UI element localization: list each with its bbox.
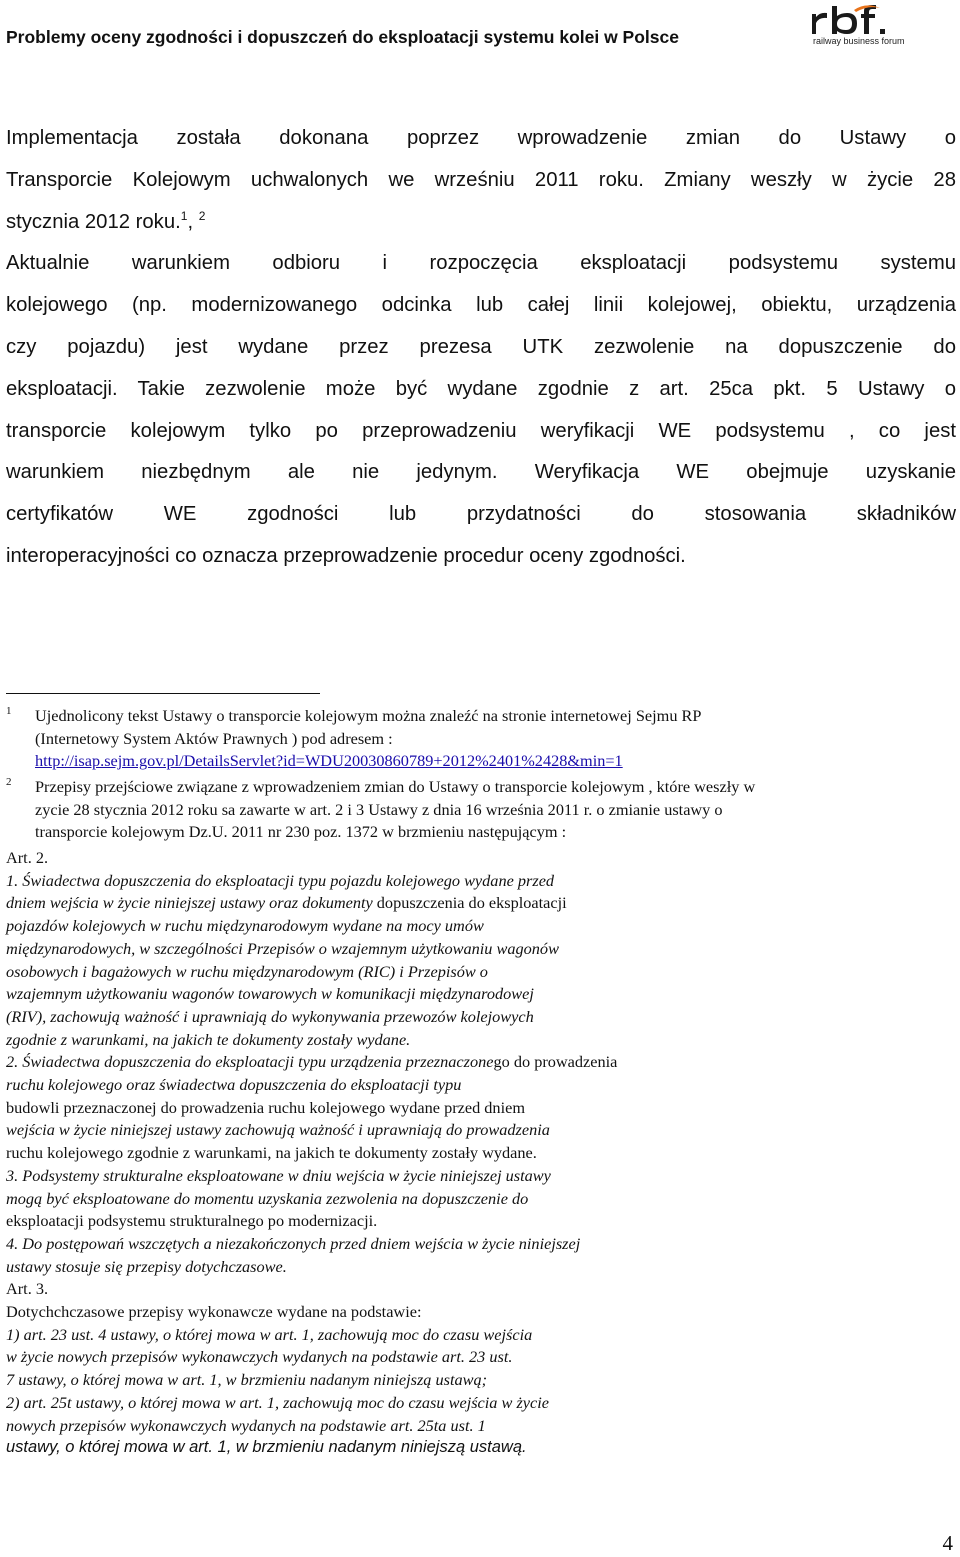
quote-line: 4. Do postępowań wszczętych a niezakończonych przed dniem wejścia w życie niniejszej	[6, 1233, 581, 1253]
quote-line: ruchu kolejowego oraz świadectwa dopuszczenia do eksploatacji typu	[6, 1075, 462, 1095]
quote-line: 3. Podsystemy strukturalne eksploatowane w dniu wejścia w życie niniejszej ustawy	[6, 1165, 551, 1185]
page-number: 4	[942, 1531, 953, 1555]
quote-line: 7 ustawy, o której mowa w art. 1, w brzmieniu nadanym niniejszą ustawą;	[6, 1370, 488, 1390]
quote-line-italic: 2. Świadectwa dopuszczenia do eksploatacji typu urządzenia przeznaczone	[6, 1052, 494, 1072]
body-line: certyfikatów WE zgodności lub przydatności do stosowania składników	[6, 503, 956, 526]
footnote-text: Ujednolicony tekst Ustawy o transporcie kolejowym można znaleźć na stronie internetowej Sejmu RP	[35, 706, 702, 725]
body-line: eksploatacji. Takie zezwolenie może być wydane zgodnie z art. 25ca pkt. 5 Ustawy o	[6, 377, 956, 400]
footnote-line: transporcie kolejowym Dz.U. 2011 nr 230 poz. 1372 w brzmieniu następującym :	[35, 822, 567, 842]
body-line: interoperacyjności co oznacza przeprowadzenie procedur oceny zgodności.	[6, 544, 686, 567]
quote-line: międzynarodowych, w szczególności Przepisów o wzajemnym użytkowaniu wagonów	[6, 938, 559, 958]
footnote-ref-1[interactable]: 1	[180, 208, 188, 223]
footnote-line: (Internetowy System Aktów Prawnych ) pod adresem :	[35, 728, 393, 748]
body-line: transporcie kolejowym tylko po przeprowadzeniu weryfikacji WE podsystemu , co jest	[6, 419, 956, 442]
body-line: Transporcie Kolejowym uchwalonych we wrześniu 2011 roku. Zmiany weszły w życie 28	[6, 168, 956, 191]
quote-line-roman: dopuszczenia do eksploatacji	[372, 893, 567, 913]
body-line: czy pojazdu) jest wydane przez prezesa UTK zezwolenie na dopuszczenie do	[6, 335, 956, 358]
quote-line: wzajemnym użytkowaniu wagonów towarowych w komunikacji międzynarodowej	[6, 984, 534, 1004]
quoted-legal-text	[6, 847, 956, 1437]
quote-line: nowych przepisów wykonawczych wydanych na podstawie art. 25ta ust. 1	[6, 1415, 486, 1435]
body-line-text: stycznia 2012 roku.	[6, 210, 181, 233]
quote-line: ustawy stosuje się przepisy dotychczasowe.	[6, 1256, 287, 1276]
quote-line	[6, 892, 956, 915]
quote-line: 1) art. 23 ust. 4 ustawy, o której mowa w art. 1, zachowują moc do czasu wejścia	[6, 1324, 533, 1344]
body-line	[6, 202, 956, 244]
footnote-ref-separator: ,	[187, 210, 199, 233]
quote-line: (RIV), zachowują ważność i uprawniają do wykonywania przewozów kolejowych	[6, 1006, 534, 1026]
body-line: warunkiem niezbędnym ale nie jedynym. Weryfikacja WE obejmuje uzyskanie	[6, 461, 956, 484]
quote-line: 1. Świadectwa dopuszczenia do eksploatacji typu pojazdu kolejowego wydane przed	[6, 870, 555, 890]
quote-line-italic: dniem wejścia w życie niniejszej ustawy oraz dokumenty	[6, 893, 373, 913]
article-heading: Art. 3.	[6, 1279, 49, 1299]
quote-line: Dotychchczasowe przepisy wykonawcze wydane na podstawie:	[6, 1302, 422, 1322]
footnote-separator	[6, 693, 320, 694]
quote-line: ruchu kolejowego zgodnie z warunkami, na jakich te dokumenty zostały wydane.	[6, 1143, 537, 1163]
footnote-ref-2[interactable]: 2	[198, 208, 206, 223]
footnote-line: 2 Przepisy przejściowe związane z wprowadzeniem zmian do Ustawy o transporcie kolejowym , które weszły w	[6, 776, 756, 796]
quote-line: mogą być eksploatowane do momentu uzyskania zezwolenia na dopuszczenie do	[6, 1188, 529, 1208]
body-paragraph	[6, 118, 956, 578]
quote-line-roman: go do prowadzenia	[493, 1052, 618, 1072]
running-header-title: Problemy oceny zgodności i dopuszczeń do eksploatacji systemu kolei w Polsce	[6, 27, 679, 47]
quote-line: budowli przeznaczonej do prowadzenia ruchu kolejowego wydane przed dniem	[6, 1097, 525, 1117]
footnote-line: 1 Ujednolicony tekst Ustawy o transporcie kolejowym można znaleźć na stronie internetowej Sejmu RP	[6, 705, 702, 725]
body-line: Implementacja została dokonana poprzez wprowadzenie zmian do Ustawy o	[6, 127, 956, 149]
logo-tagline: railway business forum	[813, 36, 905, 46]
article-heading: Art. 2.	[6, 848, 49, 867]
quote-line: eksploatacji podsystemu strukturalnego po modernizacji.	[6, 1211, 378, 1231]
body-line: kolejowego (np. modernizowanego odcinka lub całej linii kolejowej, obiektu, urządzenia	[6, 294, 956, 317]
quote-line: pojazdów kolejowych w ruchu międzynarodowym wydane na mocy umów	[6, 916, 484, 936]
quote-line: w życie nowych przepisów wykonawczych wydanych na podstawie art. 23 ust.	[6, 1347, 513, 1367]
quote-line: zgodnie z warunkami, na jakich te dokumenty zostały wydane.	[6, 1029, 411, 1049]
footnote-line: zycie 28 stycznia 2012 roku sa zawarte w art. 2 i 3 Ustawy z dnia 16 września 2011 r. o zmianie ustawy o	[35, 799, 723, 819]
quote-line	[6, 1051, 956, 1074]
body-line: Aktualnie warunkiem odbioru i rozpoczęcia eksploatacji podsystemu systemu	[6, 252, 956, 275]
quote-last-line: ustawy, o której mowa w art. 1, w brzmieniu nadanym niniejszą ustawą.	[6, 1438, 527, 1456]
footnote-line	[6, 750, 956, 773]
quote-line: 2) art. 25t ustawy, o której mowa w art. 1, zachowują moc do czasu wejścia w życie	[6, 1392, 549, 1412]
footnote-1	[6, 705, 956, 773]
isap-link[interactable]: http://isap.sejm.gov.pl/DetailsServlet?id=WDU20030860789+2012%2401%2428&min=1	[35, 751, 623, 771]
footnote-2	[6, 776, 956, 844]
quote-line: wejścia w życie niniejszej ustawy zachowują ważność i uprawniają do prowadzenia	[6, 1120, 550, 1140]
footnote-text: Przepisy przejściowe związane z wprowadzeniem zmian do Ustawy o transporcie kolejowym , które weszły w	[35, 777, 756, 796]
quote-line: osobowych i bagażowych w ruchu międzynarodowym (RIC) i Przepisów o	[6, 961, 488, 981]
